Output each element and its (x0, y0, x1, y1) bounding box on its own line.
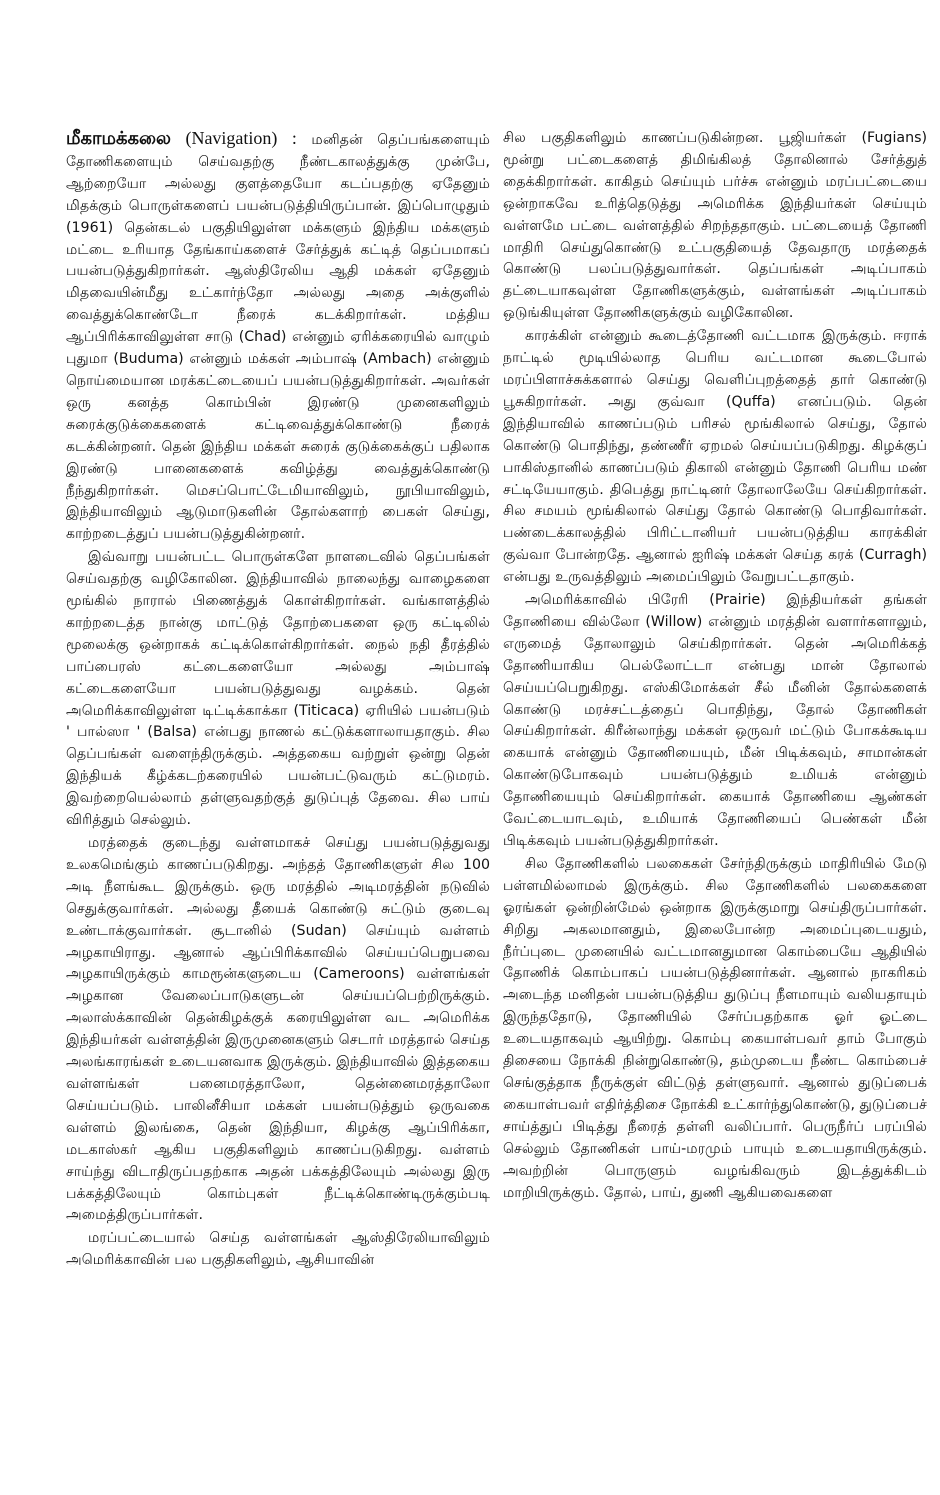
paragraph: சில தோணிகளில் பலகைகள் சேர்ந்திருக்கும் மாதிரியில் மேடு பள்ளமில்லாமல் இருக்கும். சில தோணிகளில் பலகைகளை ஓரங்கள் ஒன்றின்மேல் ஒன்றாக இருக்குமாறு செய்திருப்பார்கள். சிறிது அகலமானதும், இலைபோன்ற அமைப்புடையதும், நீர்ப்புடை முனையில் வட்டமானதுமான கொம்பையே ஆதியில் தோணிக் கொம்பாகப் பயன்படுத்தினார்கள். ஆனால் நாகரிகம் அடைந்த மனிதன் பயன்படுத்திய துடுப்பு நீளமாயும் வலியதாயும் இருந்ததோடு, தோணியில் சேர்ப்பதற்காக ஓர் ஓட்டை உடையதாகவும் ஆயிற்று. கொம்பு கையாள்பவர் தாம் போகும் திசையை நோக்கி நின்றுகொண்டு, தம்முடைய நீண்ட கொம்பைச் செங்குத்தாக நீருக்குள் விட்டுத் தள்ளுவார். ஆனால் துடுப்பைக் கையாள்பவர் எதிர்த்திசை நோக்கி உட்கார்ந்துகொண்டு, துடுப்பைச் சாய்த்துப் பிடித்து நீரைத் தள்ளி வலிப்பார். பெருநீர்ப் பரப்பில் செல்லும் தோணிகள் பாய்-மரமும் பாயும் உடையதாயிருக்கும். அவற்றின் பொருளும் வழங்கிவரும் இடத்துக்கிடம் மாறியிருக்கும். தோல், பாய், துணி ஆகியவைகளை (503, 855, 927, 1201)
paragraph: மரத்தைக் குடைந்து வள்ளமாகச் செய்து பயன்படுத்துவது உலகமெங்கும் காணப்படுகிறது. அந்தத் தோணிகளுள் சில 100 அடி நீளங்கூட இருக்கும். ஒரு மரத்தில் அடிமரத்தின் நடுவில் செதுக்குவார்கள். அல்லது தீயைக் கொண்டு சுட்டும் குடைவு உண்டாக்குவார்கள். சூடானில் (Sudan) செய்யும் வள்ளம் அழகாயிராது. ஆனால் ஆப்பிரிக்காவில் செய்யப்பெறுபவை அழகாயிருக்கும் காமரூன்களுடைய (Cameroons) வள்ளங்கள் அழகான வேலைப்பாடுகளுடன் செய்யப்பெற்றிருக்கும். அலாஸ்க்காவின் தென்கிழக்குக் கரையிலுள்ள வட அமெரிக்க இந்தியர்கள் வள்ளத்தின் இருமுனைகளும் செடார் மரத்தால் செய்த அலங்காரங்கள் உடையனவாக இருக்கும். இந்தியாவில் இத்தகைய வள்ளங்கள் பனைமரத்தாலோ, தென்னைமரத்தாலோ செய்யப்படும். பாலினீசியா மக்கள் பயன்படுத்தும் ஒருவகை வள்ளம் இலங்கை, தென் இந்தியா, கிழக்கு ஆப்பிரிக்கா, மடகாஸ்கர் ஆகிய பகுதிகளிலும் காணப்படுகிறது. வள்ளம் சாய்ந்து விடாதிருப்பதற்காக அதன் பக்கத்திலேயும் அல்லது இரு பக்கத்திலேயும் கொம்புகள் நீட்டிக்கொண்டிருக்கும்படி அமைத்திருப்பார்கள். (66, 835, 490, 1224)
paragraph: அமெரிக்காவில் பிரேரி (Prairie) இந்தியர்கள் தங்கள் தோணியை வில்லோ (Willow) என்னும் மரத்தின் வளார்களாலும், எருமைத் தோலாலும் செய்கிறார்கள். தென் அமெரிக்கத் தோணியாகிய பெல்லோட்டா என்பது மான் தோலால் செய்யப்பெறுகிறது. எஸ்கிமோக்கள் சீல் மீனின் தோல்களைக் கொண்டு மரச்சட்டத்தைப் பொதிந்து, தோல் தோணிகள் செய்கிறார்கள். கிரீன்லாந்து மக்கள் ஒருவர் மட்டும் போகக்கூடிய கையாக் என்னும் தோணியையும், மீன் பிடிக்கவும், சாமான்கள் கொண்டுபோகவும் பயன்படுத்தும் உமியக் என்னும் தோணியையும் செய்கிறார்கள். கையாக் தோணியை ஆண்கள் வேட்டையாடவும், உமியாக் தோணியைப் பெண்கள் மீன் பிடிக்கவும் பயன்படுத்துகிறார்கள். (503, 592, 927, 849)
entry-heading: மீகாமக்கலை (66, 128, 171, 149)
entry-heading-english: (Navigation) : (185, 128, 297, 148)
paragraph (66, 128, 490, 546)
right-column (503, 128, 927, 1205)
paragraph-text: மனிதன் தெப்பங்களையும் தோணிகளையும் செய்வதற்கு நீண்டகாலத்துக்கு முன்பே, ஆற்றையோ அல்லது குளத்தையோ கடப்பதற்கு ஏதேனும் மிதக்கும் பொருள்களைப் பயன்படுத்தியிருப்பான். இப்பொழுதும் (1961) தென்கடல் பகுதியிலுள்ள மக்களும் இந்திய மக்களும் மட்டை உரியாத தேங்காய்களைச் சேர்த்துக் கட்டித் தெப்பமாகப் பயன்படுத்துகிறார்கள். ஆஸ்திரேலிய ஆதி மக்கள் ஏதேனும் மிதவையின்மீது உட்கார்ந்தோ அல்லது அதை அக்குளில் வைத்துக்கொண்டோ நீரைக் கடக்கிறார்கள். மத்திய ஆப்பிரிக்காவிலுள்ள சாடு (Chad) என்னும் ஏரிக்கரையில் வாழும் புதுமா (Buduma) என்னும் மக்கள் அம்பாஷ் (Ambach) என்னும் நொய்மையான மரக்கட்டையைப் பயன்படுத்துகிறார்கள். அவர்கள் ஒரு கனத்த கொம்பின் இரண்டு முனைகளிலும் சுரைக்குடுக்கைகளைக் கட்டிவைத்துக்கொண்டு நீரைக் கடக்கின்றனர். தென் இந்திய மக்கள் சுரைக் குடுக்கைக்குப் பதிலாக இரண்டு பானைகளைக் கவிழ்த்து வைத்துக்கொண்டு நீந்துகிறார்கள். மெசப்பொட்டேமியாவிலும், நூபியாவிலும், இந்தியாவிலும் ஆடுமாடுகளின் தோல்களாற் பைகள் செய்து, காற்றடைத்துப் பயன்படுத்துகின்றனர். (66, 132, 490, 543)
paragraph: சில பகுதிகளிலும் காணப்படுகின்றன. பூஜியர்கள் (Fugians) மூன்று பட்டைகளைத் திமிங்கிலத் தோலினால் சேர்த்துத் தைக்கிறார்கள். காகிதம் செய்யும் பர்ச்சு என்னும் மரப்பட்டையை ஒன்றாகவே உரித்தெடுத்து அமெரிக்க இந்தியர்கள் செய்யும் வள்ளமே பட்டை வள்ளத்தில் சிறந்ததாகும். பட்டையைத் தோணி மாதிரி செய்துகொண்டு உட்பகுதியைத் தேவதாரு மரத்தைக் கொண்டு பலப்படுத்துவார்கள். தெப்பங்கள் அடிப்பாகம் தட்டையாகவுள்ள தோணிகளுக்கும், வள்ளங்கள் அடிப்பாகம் ஒடுங்கியுள்ள தோணிகளுக்கும் வழிகோலின. (503, 130, 927, 322)
left-column (66, 128, 490, 1273)
paragraph: காரக்கிள் என்னும் கூடைத்தோணி வட்டமாக இருக்கும். ஈராக் நாட்டில் மூடியில்லாத பெரிய வட்டமான கூடைபோல் மரப்பிளாச்சுக்களால் செய்து வெளிப்புறத்தைத் தார் கொண்டு பூசுகிறார்கள். அது குவ்வா (Quffa) எனப்படும். தென் இந்தியாவில் காணப்படும் பரிசல் மூங்கிலால் செய்து, தோல் கொண்டு பொதிந்து, தண்ணீர் ஏறமல் செய்யப்படுகிறது. கிழக்குப் பாகிஸ்தானில் காணப்படும் திகாலி என்னும் தோணி பெரிய மண் சட்டியேயாகும். திபெத்து நாட்டினர் தோலாலேயே செய்கிறார்கள். சில சமயம் மூங்கிலால் செய்து தோல் கொண்டு பொதிவார்கள். பண்டைக்காலத்தில் பிரிட்டானியர் பயன்படுத்திய காரக்கிள் குவ்வா போன்றதே. ஆனால் ஐரிஷ் மக்கள் செய்த கரக் (Curragh) என்பது உருவத்திலும் அமைப்பிலும் வேறுபட்டதாகும். (503, 328, 927, 586)
paragraph: இவ்வாறு பயன்பட்ட பொருள்களே நாளடைவில் தெப்பங்கள் செய்வதற்கு வழிகோலின. இந்தியாவில் நாலைந்து வாழைகளை மூங்கில் நாரால் பிணைத்துக் கொள்கிறார்கள். வங்காளத்தில் காற்றடைத்த நான்கு மாட்டுத் தோற்பைகளை ஒரு கட்டிலில் மூலைக்கு ஒன்றாகக் கட்டிக்கொள்கிறார்கள். நைல் நதி தீரத்தில் பாப்பைரஸ் கட்டைகளையோ அல்லது அம்பாஷ் கட்டைகளையோ பயன்படுத்துவது வழக்கம். தென் அமெரிக்காவிலுள்ள டிட்டிக்காக்கா (Titicaca) ஏரியில் பயன்படும் ' பால்ஸா ' (Balsa) என்பது நாணல் கட்டுக்களாலாயதாகும். சில தெப்பங்கள் வளைந்திருக்கும். அத்தகைய வற்றுள் ஒன்று தென் இந்தியக் கீழ்க்கடற்கரையில் பயன்பட்டுவரும் கட்டுமரம். இவற்றையெல்லாம் தள்ளுவதற்குத் துடுப்புத் தேவை. சில பாய் விரித்தும் செல்லும். (66, 549, 490, 829)
paragraph: மரப்பட்டையால் செய்த வள்ளங்கள் ஆஸ்திரேலியாவிலும் அமெரிக்காவின் பல பகுதிகளிலும், ஆசியாவின் (66, 1230, 490, 1269)
